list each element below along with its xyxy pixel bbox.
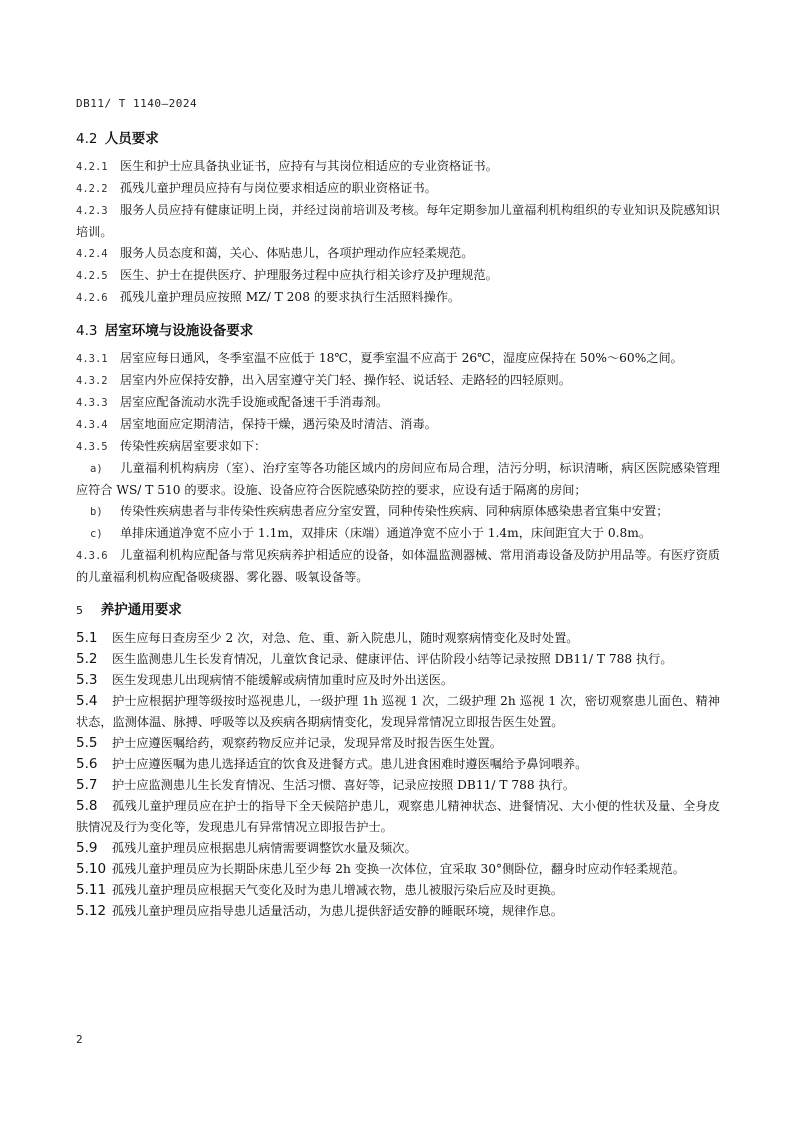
clause-5-5 — [76, 733, 720, 754]
clause-5-12 — [76, 901, 720, 922]
clause-text: 传染性疾病居室要求如下： — [120, 439, 267, 453]
clause-number: 4.3.4 — [76, 419, 108, 431]
clause-number: 4.2.4 — [76, 248, 108, 260]
chapter-heading-5 — [76, 599, 720, 622]
clause-text: 服务人员应持有健康证明上岗，并经过岗前培训及考核。每年定期参加儿童福利机构组织的专业知识及院感知识培训。 — [76, 203, 720, 239]
clause-5-4 — [76, 691, 720, 733]
clause-text: 孤残儿童护理员应指导患儿适量活动，为患儿提供舒适安静的睡眠环境，规律作息。 — [112, 904, 563, 918]
list-item-c — [76, 523, 720, 545]
clause-number: 5.2 — [76, 651, 98, 667]
clause-text: 护士应遵医嘱为患儿选择适宜的饮食及进餐方式。患儿进食困难时遵医嘱给予鼻饲喂养。 — [112, 757, 588, 771]
clause-number: 4.2.3 — [76, 205, 108, 217]
clause-text: 护士应监测患儿生长发育情况、生活习惯、喜好等，记录应按照 DB11/ T 788 执行。 — [112, 778, 576, 792]
clause-number: 5.5 — [76, 735, 98, 751]
clause-number: 5.7 — [76, 777, 98, 793]
clause-4-3-4 — [76, 414, 720, 436]
clause-number: 4.3.3 — [76, 397, 108, 409]
clause-number: 4.2.5 — [76, 270, 108, 282]
clause-4-2-2 — [76, 178, 720, 200]
clause-number: 5.10 — [76, 861, 107, 877]
clause-text: 孤残儿童护理员应按照 MZ/ T 208 的要求执行生活照料操作。 — [120, 290, 461, 304]
clause-text: 医生监测患儿生长发育情况，儿童饮食记录、健康评估、评估阶段小结等记录按照 DB11/ T 788 执行。 — [112, 652, 673, 666]
chapter-title: 养护通用要求 — [100, 602, 182, 618]
list-item-a — [76, 458, 720, 501]
clause-4-3-6 — [76, 545, 720, 588]
clause-text: 医生发现患儿出现病情不能缓解或病情加重时应及时外出送医。 — [112, 673, 454, 687]
clause-number: 5.11 — [76, 882, 107, 898]
clause-number: 5.4 — [76, 693, 98, 709]
section-title: 居室环境与设施设备要求 — [104, 323, 254, 339]
section-title: 人员要求 — [104, 131, 159, 147]
clause-text: 孤残儿童护理员应在护士的指导下全天候陪护患儿，观察患儿精神状态、进餐情况、大小便的性状及量、全身皮肤情况及行为变化等，发现患儿有异常情况立即报告护士。 — [76, 799, 720, 834]
clause-4-3-3 — [76, 392, 720, 414]
clause-5-3 — [76, 670, 720, 691]
clause-text: 医生、护士在提供医疗、护理服务过程中应执行相关诊疗及护理规范。 — [120, 268, 498, 282]
clause-number: 5.12 — [76, 903, 107, 919]
standard-code-header: DB11/ T 1140—2024 — [76, 97, 198, 110]
clause-4-3-2 — [76, 370, 720, 392]
clause-5-9 — [76, 838, 720, 859]
clause-number: 4.3.1 — [76, 353, 108, 365]
list-item-text: 传染性疾病患者与非传染性疾病患者应分室安置，同种传染性疾病、同种病原体感染患者宜集中安置； — [120, 504, 669, 518]
clause-text: 居室应配备流动水洗手设施或配备速干手消毒剂。 — [120, 395, 389, 409]
clause-5-10 — [76, 859, 720, 880]
clause-text: 护士应根据护理等级按时巡视患儿，一级护理 1h 巡视 1 次，二级护理 2h 巡视 1 次，密切观察患儿面色、精神状态，监测体温、脉搏、呼吸等以及疾病各期病情变化，发现异常情况立即报告医生处置。 — [76, 694, 720, 729]
clause-number: 4.2.1 — [76, 161, 108, 173]
clause-text: 孤残儿童护理员应为长期卧床患儿至少每 2h 变换一次体位，宜采取 30°侧卧位，翻身时应动作轻柔规范。 — [112, 862, 685, 876]
clause-number: 4.2.6 — [76, 292, 108, 304]
clause-5-11 — [76, 880, 720, 901]
page-number: 2 — [76, 1033, 83, 1046]
clause-4-2-6 — [76, 287, 720, 309]
clause-number: 4.2.2 — [76, 183, 108, 195]
clause-text: 孤残儿童护理员应根据患儿病情需要调整饮水量及频次。 — [112, 841, 417, 855]
clause-4-2-4 — [76, 243, 720, 265]
clause-text: 护士应遵医嘱给药，观察药物反应并记录，发现异常及时报告医生处置。 — [112, 736, 502, 750]
clause-text: 居室内外应保持安静，出入居室遵守关门轻、操作轻、说话轻、走路轻的四轻原则。 — [120, 373, 571, 387]
list-marker: a) — [90, 463, 103, 475]
clause-5-6 — [76, 754, 720, 775]
clause-text: 服务人员态度和蔼，关心、体贴患儿，各项护理动作应轻柔规范。 — [120, 246, 474, 260]
list-marker: b) — [90, 506, 103, 518]
clause-number: 4.3.6 — [76, 550, 108, 562]
clause-text: 医生和护士应具备执业证书，应持有与其岗位相适应的专业资格证书。 — [120, 159, 498, 173]
list-marker: c) — [90, 528, 103, 540]
clause-text: 居室地面应定期清洁，保持干燥，遇污染及时清洁、消毒。 — [120, 417, 437, 431]
clause-text: 孤残儿童护理员应持有与岗位要求相适应的职业资格证书。 — [120, 181, 437, 195]
section-number: 4.3 — [76, 323, 98, 339]
section-heading-4-3 — [76, 320, 720, 342]
section-heading-4-2 — [76, 128, 720, 150]
clause-5-8 — [76, 796, 720, 838]
page-content — [76, 128, 720, 922]
list-item-text: 儿童福利机构病房（室）、治疗室等各功能区域内的房间应布局合理，洁污分明，标识清晰，病区医院感染管理应符合 WS/ T 510 的要求。设施、设备应符合医院感染防控的要求，应设有适于隔离的房间； — [76, 461, 720, 497]
clause-5-2 — [76, 649, 720, 670]
clause-text: 儿童福利机构应配备与常见疾病养护相适应的设备，如体温监测器械、常用消毒设备及防护用品等。有医疗资质的儿童福利机构应配备吸痰器、雾化器、吸氧设备等。 — [76, 548, 720, 584]
clause-number: 4.3.2 — [76, 375, 108, 387]
section-number: 4.2 — [76, 131, 98, 147]
clause-4-3-1 — [76, 348, 720, 370]
clause-4-2-1 — [76, 156, 720, 178]
clause-4-2-5 — [76, 265, 720, 287]
clause-number: 5.6 — [76, 756, 98, 772]
clause-4-3-5 — [76, 436, 720, 458]
clause-text: 医生应每日查房至少 2 次，对急、危、重、新入院患儿，随时观察病情变化及时处置。 — [112, 631, 579, 645]
clause-4-2-3 — [76, 200, 720, 243]
clause-number: 4.3.5 — [76, 441, 108, 453]
clause-number: 5.1 — [76, 630, 98, 646]
clause-5-7 — [76, 775, 720, 796]
clause-number: 5.9 — [76, 840, 98, 856]
clause-5-1 — [76, 628, 720, 649]
clause-text: 孤残儿童护理员应根据天气变化及时为患儿增减衣物，患儿被服污染后应及时更换。 — [112, 883, 563, 897]
clause-number: 5.8 — [76, 798, 98, 814]
list-item-text: 单排床通道净宽不应小于 1.1m，双排床（床端）通道净宽不应小于 1.4m，床间距宜大于 0.8m。 — [120, 526, 652, 540]
clause-number: 5.3 — [76, 672, 98, 688]
list-item-b — [76, 501, 720, 523]
clause-text: 居室应每日通风，冬季室温不应低于 18℃，夏季室温不应高于 26℃，湿度应保持在 50%～60%之间。 — [120, 351, 683, 365]
chapter-number: 5 — [76, 604, 83, 617]
